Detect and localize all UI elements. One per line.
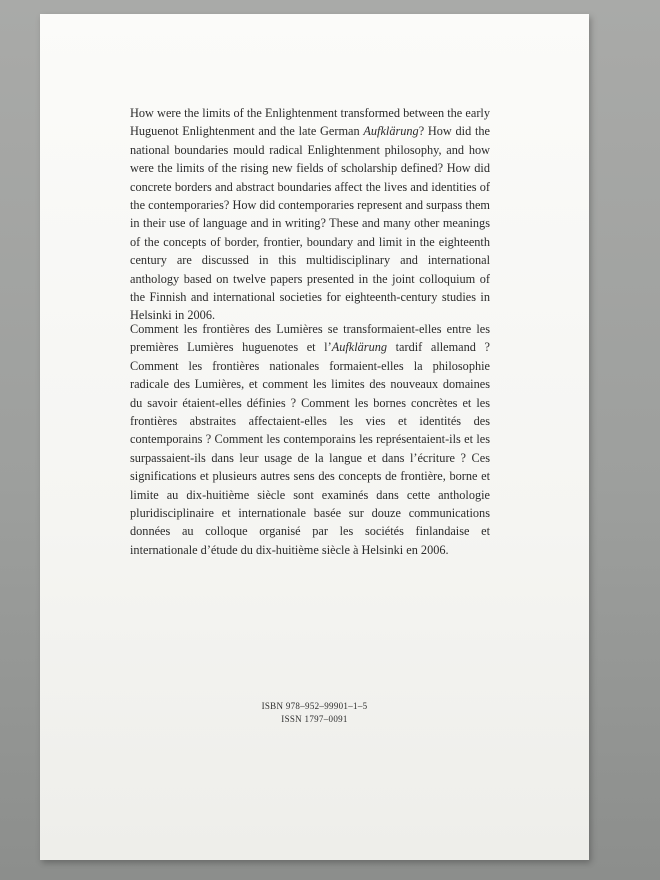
french-italic-title: Aufklärung <box>331 340 388 355</box>
french-text-part1: Comment les frontières des Lumières se transformaient-elles entre les premières Lumières huguenotes et l’ <box>130 322 490 355</box>
book-back-cover <box>40 14 589 860</box>
french-text-part2: tardif allemand ? Comment les frontières nationales formaient-elles la philosophie radicale des Lumières, et comment les limites des nouveaux domaines du savoir étaient-elles définies ? Comment les bornes concrètes et les frontières abstraites affectaient-elles les vies et identités des contemporains ? Comment les contemporains les représentaient-ils et les surpassaient-ils dans leur usage de la langue et dans l’écriture ? Ces significations et plusieurs autres sens des concepts de frontière, borne et limite au dix-huitième siècle sont examinés dans cette anthologie pluridisciplinaire et internationale basée sur douze communications données au colloque organisé par les sociétés finlandaise et internationale d’étude du dix-huitième siècle à Helsinki en 2006. <box>130 340 490 557</box>
isbn-block <box>40 700 589 726</box>
isbn-number: ISBN 978–952–99901–1–5 <box>261 701 368 711</box>
french-description <box>130 320 490 559</box>
english-text-part2: ? How did the national boundaries mould radical Enlightenment philosophy, and how were the limits of the rising new fields of scholarship defined? How did concrete borders and abstract boundaries affect the lives and identities of the contemporaries? How did contemporaries represent and surpass them in their use of language and in writing? These and many other meanings of the concepts of border, frontier, boundary and limit in the eighteenth century are discussed in this multidisciplinary and international anthology based on twelve papers presented in the joint colloquium of the Finnish and international societies for eighteenth-century studies in Helsinki in 2006. <box>130 124 490 323</box>
issn-number: ISSN 1797–0091 <box>281 714 348 724</box>
english-description <box>130 104 490 325</box>
english-text-part1: How were the limits of the Enlightenment transformed between the early Huguenot Enlightenment and the late German <box>130 106 490 139</box>
english-italic-title: Aufklärung <box>363 124 419 139</box>
